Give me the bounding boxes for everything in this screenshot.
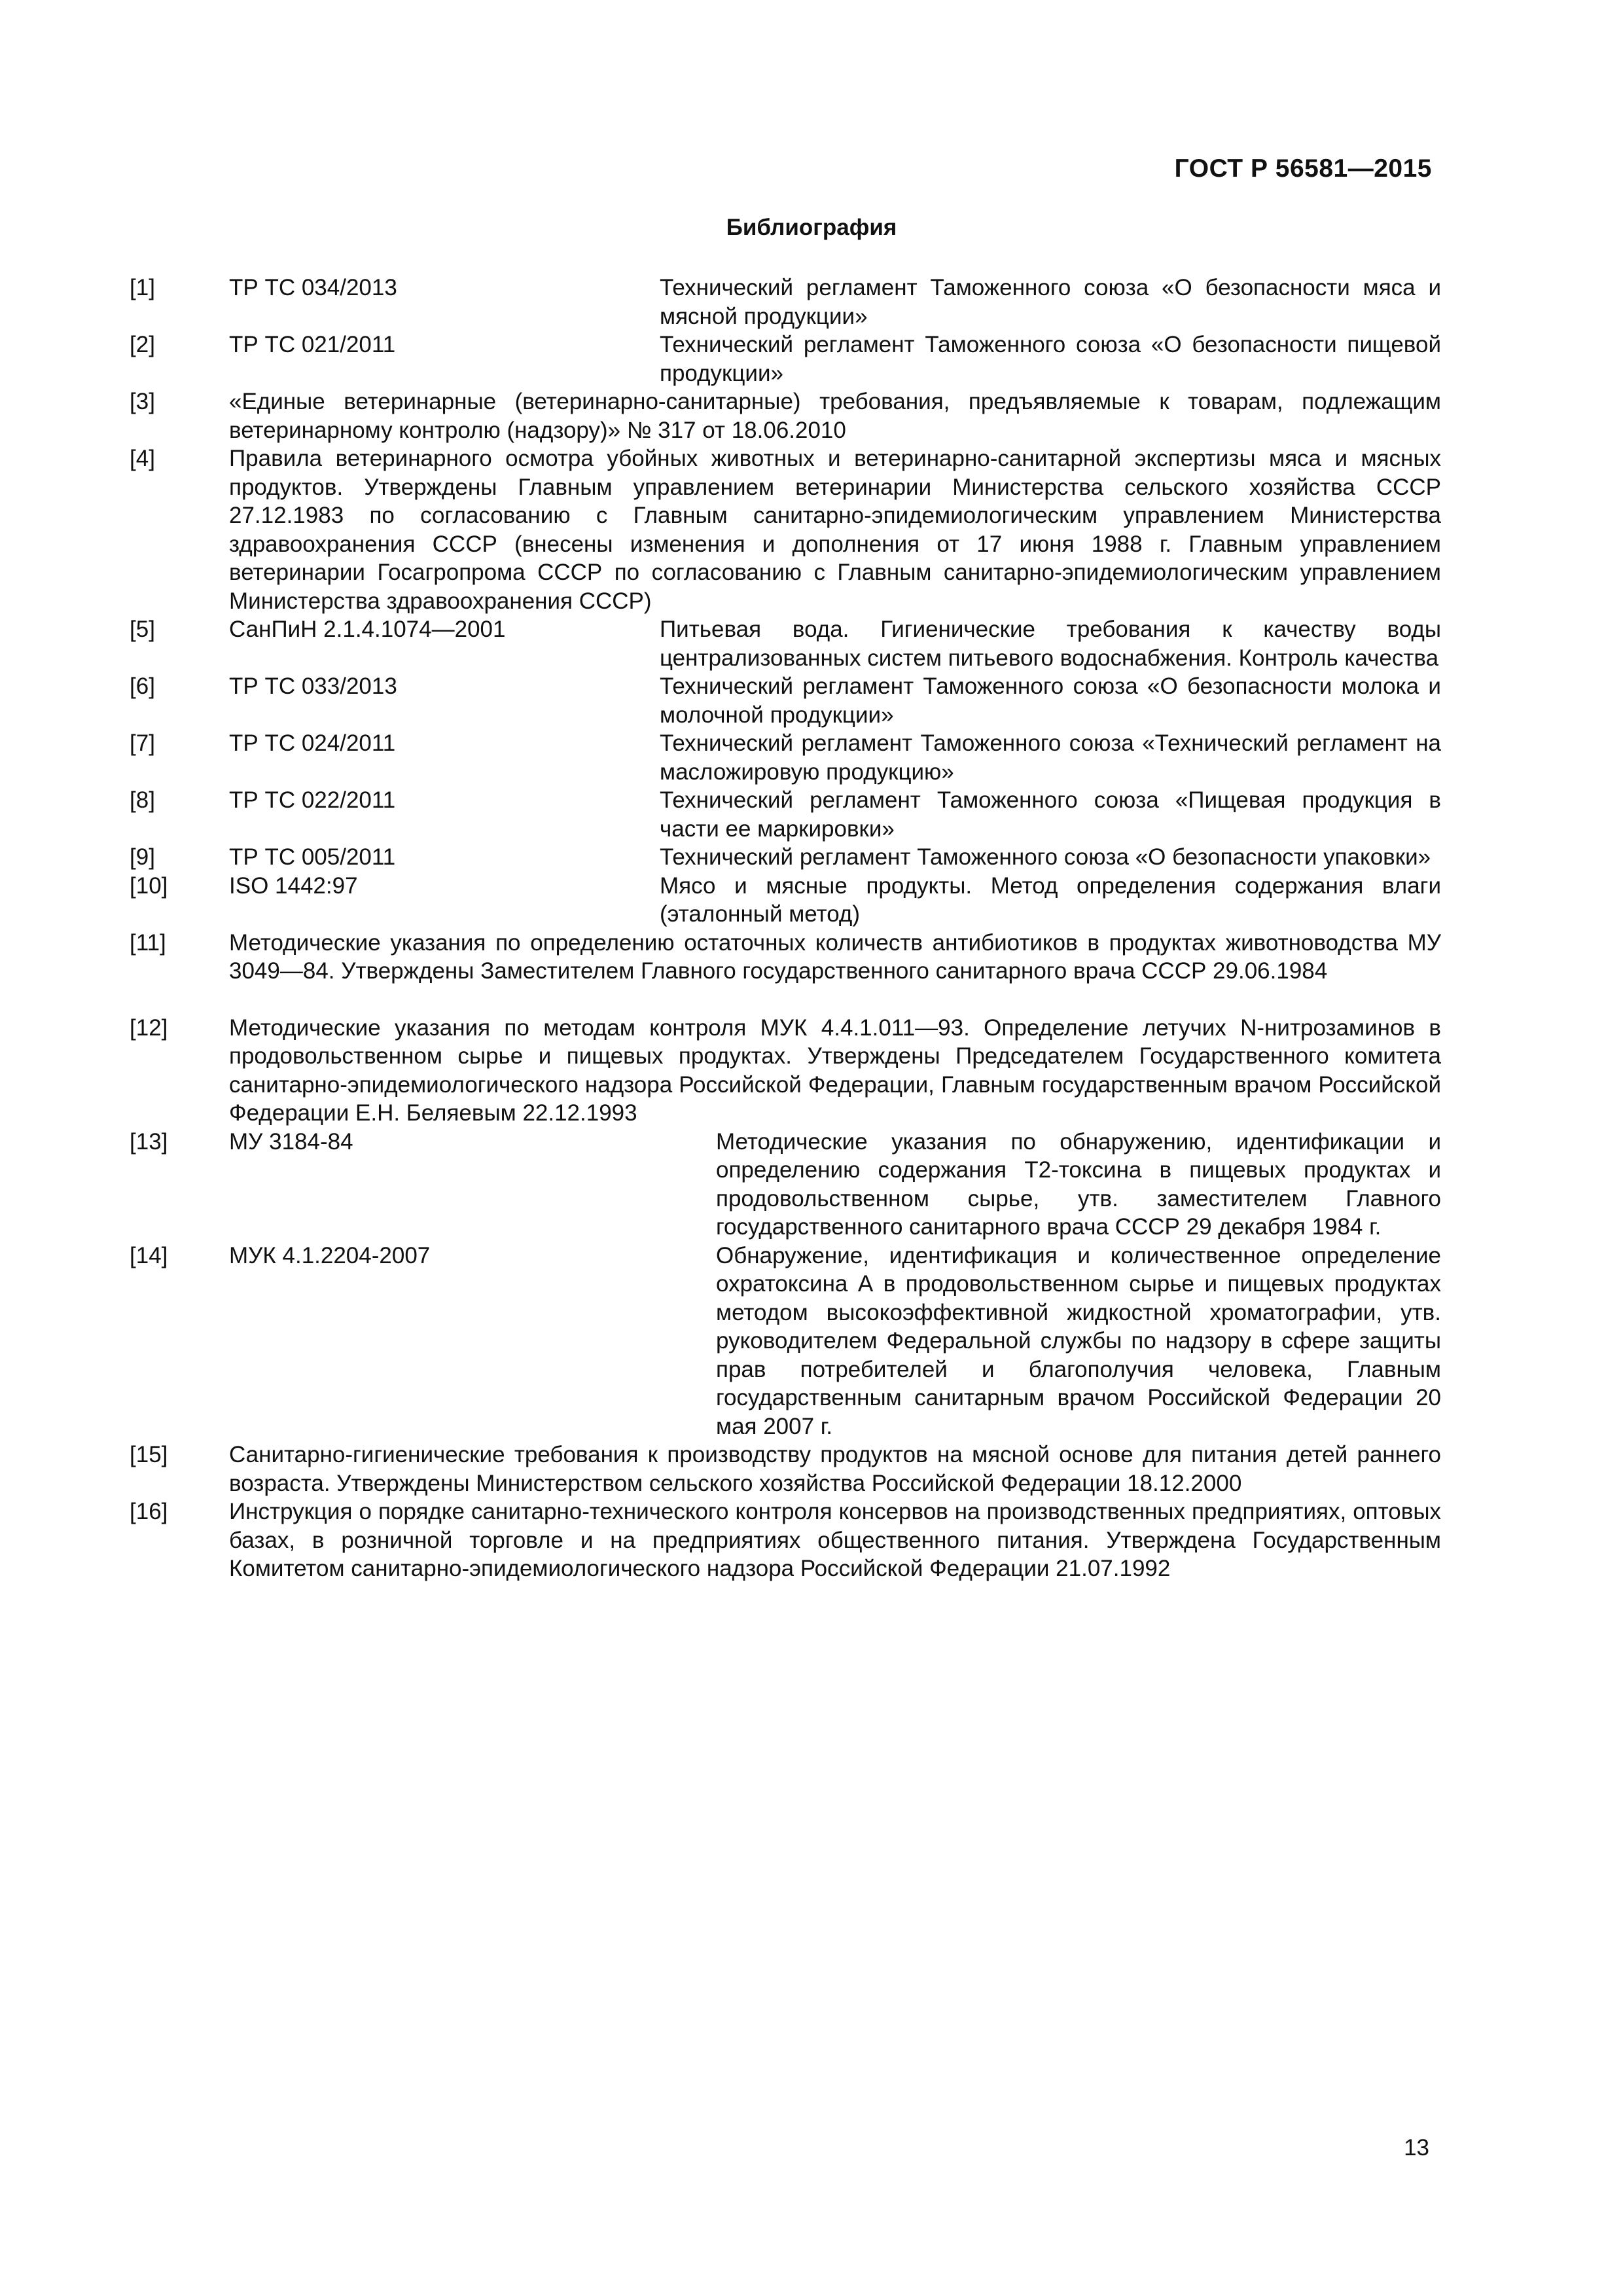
entry-code: ISO 1442:97 [229,872,358,899]
entry-description: Технический регламент Таможенного союза «О безопасности упаковки» [660,844,1431,870]
entry-description: Технический регламент Таможенного союза «Технический регламент на масложировую продукцию» [660,730,1441,785]
bib-entry-15 [130,1441,1441,1498]
entry-description: Технический регламент Таможенного союза «О безопасности молока и молочной продукции» [660,673,1441,728]
entry-number: [11] [130,929,166,956]
bib-entry-3 [130,387,1441,444]
entry-number: [13] [130,1128,168,1155]
bibliography-list [130,274,1441,1583]
entry-number: [15] [130,1442,168,1467]
entry-description: Мясо и мясные продукты. Метод определения содержания влаги (эталонный метод) [660,872,1441,927]
bib-entry-7 [130,729,1441,786]
entry-description: Методические указания по методам контроля МУК 4.4.1.011—93. Определение летучих N-нитрозаминов в продовольственном сырье и пищевых продуктах. Утверждены Председателем Государственного комитета санитарно-эпидемиологического надзора Российской Федерации, Главным государственным врачом Российской Федерации Е.Н. Беляевым 22.12.1993 [229,1014,1441,1126]
page-number: 13 [1404,2135,1429,2161]
bib-entry-8 [130,786,1441,843]
entry-description: Технический регламент Таможенного союза «О безопасности пищевой продукции» [660,332,1441,386]
entry-description: Методические указания по обнаружению, идентификации и определению содержания Т2-токсина в пищевых продуктах и продовольственном сырье, утв. заместителем Главного государственного санитарного врача СССР 29 декабря 1984 г. [716,1128,1441,1240]
entry-description: Инструкция о порядке санитарно-технического контроля консервов на производственных предприятиях, оптовых базах, в розничной торговле и на предприятиях общественного питания. Утверждена Государственным Комитетом санитарно-эпидемиологического надзора Российской Федерации 21.07.1992 [229,1499,1441,1581]
entry-code: ТР ТС 022/2011 [229,787,396,813]
bib-entry-11 [130,929,1441,986]
entry-code: ТР ТС 033/2013 [229,673,397,699]
bib-entry-10 [130,872,1441,929]
entry-number: [1] [130,275,155,300]
entry-number: [5] [130,617,155,642]
bib-entry-1 [130,274,1441,331]
entry-description: «Единые ветеринарные (ветеринарно-санитарные) требования, предъявляемые к товарам, подлежащим ветеринарному контролю (надзору)» № 317 от 18.06.2010 [229,389,1441,443]
entry-number: [16] [130,1499,168,1524]
section-title: Библиография [726,215,897,240]
entry-description: Обнаружение, идентификация и количественное определение охратоксина А в продовольственном сырье и пищевых продуктах методом высокоэффективной жидкостной хроматографии, утв. руководителем Федеральной службы по надзору в сфере защиты прав потребителей и благополучия человека, Главным государственным санитарным врачом Российской Федерации 20 мая 2007 г. [716,1242,1441,1439]
bib-entry-4 [130,444,1441,615]
bib-entry-2 [130,331,1441,387]
document-code: ГОСТ Р 56581—2015 [1174,154,1432,183]
entry-number: [2] [130,332,155,357]
entry-number: [4] [130,446,155,471]
entry-code: МУ 3184-84 [229,1128,353,1155]
entry-description: Методические указания по определению остаточных количеств антибиотиков в продуктах животноводства МУ 3049—84. Утверждены Заместителем Главного государственного санитарного врача СССР 29.06.1984 [229,929,1441,984]
entry-code: МУК 4.1.2204-2007 [229,1242,431,1268]
bib-entry-12 [130,1014,1441,1128]
entry-number: [10] [130,872,168,899]
entry-code: ТР ТС 034/2013 [229,275,397,300]
entry-code: ТР ТС 021/2011 [229,332,396,357]
bib-entry-9 [130,843,1441,872]
entry-description: Правила ветеринарного осмотра убойных животных и ветеринарно-санитарной экспертизы мяса и мясных продуктов. Утверждены Главным управлением ветеринарии Министерства сельского хозяйства СССР 27.12.1983 по согласованию с Главным санитарно-эпидемиологическим управлением Министерства здравоохранения СССР (внесены изменения и дополнения от 17 июня 1988 г. Главным управлением ветеринарии Госагропрома СССР по согласованию с Главным санитарно-эпидемиологическим управлением Министерства здравоохранения СССР) [229,446,1441,614]
bib-entry-14 [130,1242,1441,1441]
entry-description: Санитарно-гигиенические требования к производству продуктов на мясной основе для питания детей раннего возраста. Утверждены Министерством сельского хозяйства Российской Федерации 18.12.2000 [229,1442,1441,1496]
entry-number: [14] [130,1242,168,1268]
bib-entry-5 [130,615,1441,672]
entry-number: [3] [130,389,155,414]
entry-code: СанПиН 2.1.4.1074—2001 [229,617,506,642]
entry-number: [7] [130,730,155,756]
bib-entry-13 [130,1128,1441,1242]
bib-entry-6 [130,672,1441,729]
bib-entry-16 [130,1498,1441,1583]
entry-description: Питьевая вода. Гигиенические требования к качеству воды централизованных систем питьевого водоснабжения. Контроль качества [660,617,1441,671]
entry-description: Технический регламент Таможенного союза «Пищевая продукция в части ее маркировки» [660,787,1441,842]
entry-description: Технический регламент Таможенного союза «О безопасности мяса и мясной продукции» [660,275,1441,329]
entry-code: ТР ТС 005/2011 [229,844,396,870]
entry-number: [6] [130,673,155,699]
entry-number: [9] [130,844,155,870]
entry-number: [8] [130,787,155,813]
entry-number: [12] [130,1014,168,1041]
entry-code: ТР ТС 024/2011 [229,730,396,756]
